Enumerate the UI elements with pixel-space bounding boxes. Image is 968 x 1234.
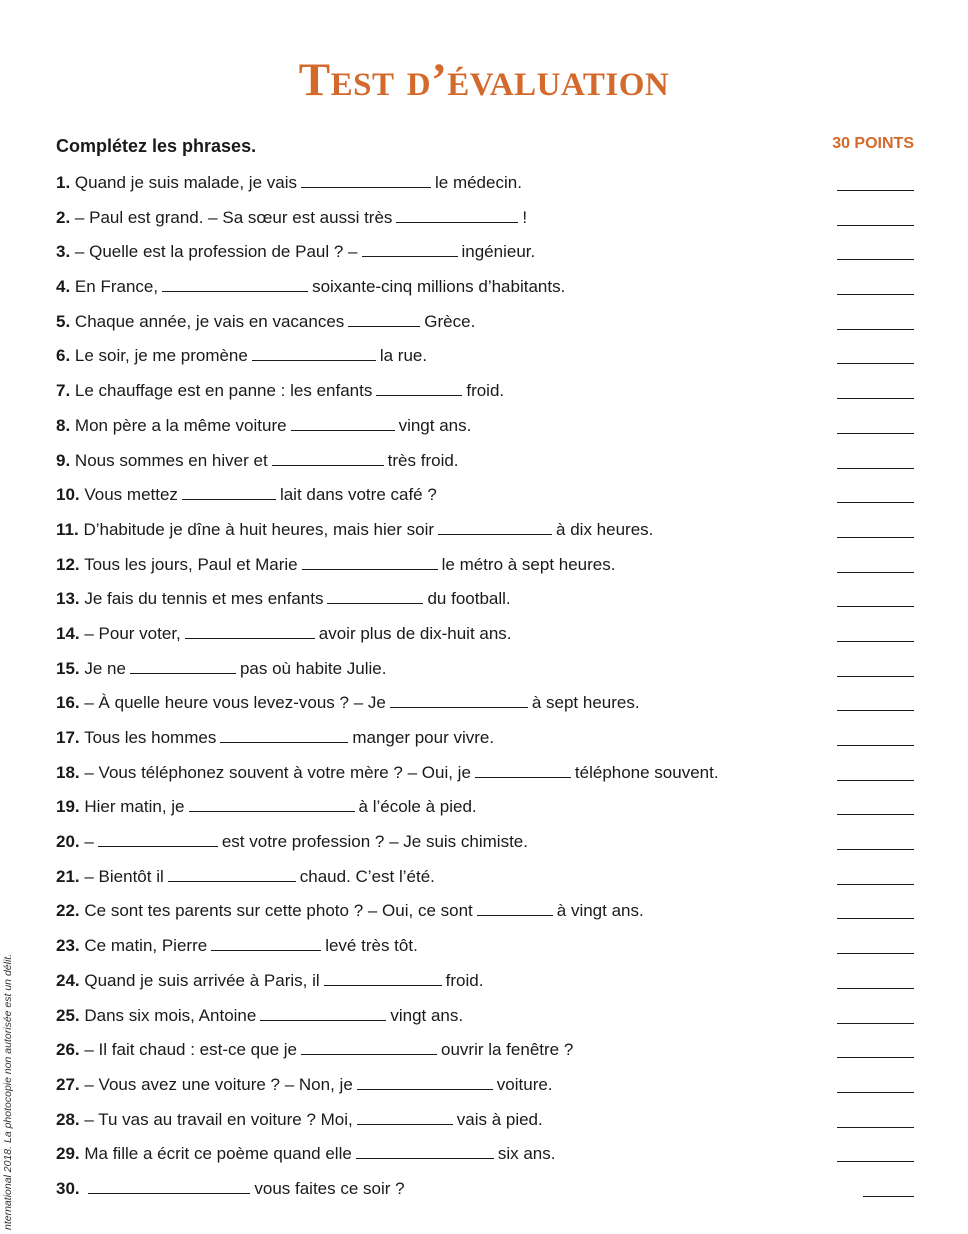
question-text-before: En France, bbox=[74, 277, 159, 297]
score-line[interactable] bbox=[837, 329, 914, 330]
question-26 bbox=[56, 1037, 914, 1072]
question-list bbox=[56, 170, 914, 1211]
score-line[interactable] bbox=[837, 1092, 914, 1093]
question-number: 6. bbox=[56, 346, 71, 366]
score-line[interactable] bbox=[837, 676, 914, 677]
score-line[interactable] bbox=[837, 953, 914, 954]
score-line[interactable] bbox=[837, 745, 914, 746]
answer-blank[interactable] bbox=[130, 657, 236, 674]
answer-blank[interactable] bbox=[348, 310, 420, 327]
score-line[interactable] bbox=[837, 849, 914, 850]
question-text-before: Tous les hommes bbox=[84, 728, 217, 747]
question-text-before: Hier matin, je bbox=[84, 797, 185, 817]
question-text-after: ingénieur. bbox=[461, 242, 536, 262]
answer-blank[interactable] bbox=[357, 1108, 453, 1125]
instruction-heading: Complétez les phrases. bbox=[56, 136, 257, 156]
question-text-after: chaud. C’est l’été. bbox=[299, 866, 435, 886]
question-text-before: Vous mettez bbox=[84, 485, 178, 505]
question-5 bbox=[56, 309, 914, 344]
question-text-after: froid. bbox=[466, 381, 505, 401]
score-line[interactable] bbox=[837, 814, 914, 815]
question-text-before: Quand je suis arrivée à Paris, il bbox=[84, 970, 320, 990]
score-line[interactable] bbox=[837, 294, 914, 295]
question-text-before: Nous sommes en hiver et bbox=[74, 450, 268, 470]
answer-blank[interactable] bbox=[168, 865, 296, 882]
question-21 bbox=[56, 864, 914, 899]
answer-blank[interactable] bbox=[98, 830, 218, 847]
score-line[interactable] bbox=[837, 1023, 914, 1024]
question-text-after: très froid. bbox=[387, 450, 459, 470]
score-line[interactable] bbox=[837, 572, 914, 573]
question-number: 15. bbox=[56, 658, 80, 678]
question-15 bbox=[56, 656, 914, 691]
answer-blank[interactable] bbox=[324, 969, 442, 986]
question-text-after: est votre profession ? – Je suis chimiste. bbox=[221, 832, 528, 852]
question-number: 30. bbox=[56, 1178, 80, 1198]
question-7 bbox=[56, 378, 914, 413]
score-line[interactable] bbox=[837, 884, 914, 885]
question-23 bbox=[56, 933, 914, 968]
page-title: Test d’évaluation bbox=[298, 54, 670, 106]
question-8 bbox=[56, 413, 914, 448]
question-text-after: ouvrir la fenêtre ? bbox=[441, 1040, 574, 1060]
question-text-before: D’habitude je dîne à huit heures, mais hier soir bbox=[83, 519, 435, 539]
score-line[interactable] bbox=[837, 918, 914, 919]
question-number: 23. bbox=[56, 936, 80, 956]
question-text-before: – Tu vas au travail en voiture ? Moi, bbox=[84, 1109, 353, 1129]
question-text-before: Je ne bbox=[84, 658, 126, 678]
score-line[interactable] bbox=[837, 988, 914, 989]
question-text-before: – Paul est grand. – Sa sœur est aussi très bbox=[74, 207, 393, 227]
question-13 bbox=[56, 586, 914, 621]
question-text-after: à sept heures. bbox=[531, 693, 640, 713]
question-text-before: – Vous téléphonez souvent à votre mère ? – Oui, je bbox=[84, 762, 471, 782]
question-6 bbox=[56, 343, 914, 378]
question-text-after: six ans. bbox=[497, 1144, 556, 1164]
question-text-before: – bbox=[84, 832, 94, 852]
points-total: 30 POINTS bbox=[832, 135, 914, 152]
question-24 bbox=[56, 968, 914, 1003]
answer-blank[interactable] bbox=[185, 622, 315, 639]
question-text-before: Chaque année, je vais en vacances bbox=[74, 311, 345, 331]
question-text-after: pas où habite Julie. bbox=[239, 658, 387, 678]
question-25 bbox=[56, 1003, 914, 1038]
answer-blank[interactable] bbox=[438, 518, 552, 535]
answer-blank[interactable] bbox=[260, 1004, 386, 1021]
question-2 bbox=[56, 205, 914, 240]
question-18 bbox=[56, 760, 914, 795]
question-14 bbox=[56, 621, 914, 656]
question-number: 17. bbox=[56, 728, 80, 747]
question-12 bbox=[56, 552, 914, 587]
score-line[interactable] bbox=[837, 606, 914, 607]
answer-blank[interactable] bbox=[211, 934, 321, 951]
answer-blank[interactable] bbox=[356, 1142, 494, 1159]
question-number: 21. bbox=[56, 866, 80, 886]
question-11 bbox=[56, 517, 914, 552]
question-9 bbox=[56, 448, 914, 483]
question-text-after: la rue. bbox=[379, 346, 428, 366]
question-22 bbox=[56, 898, 914, 933]
question-1 bbox=[56, 170, 914, 205]
answer-blank[interactable] bbox=[376, 379, 462, 396]
question-text-before: – Il fait chaud : est-ce que je bbox=[84, 1040, 297, 1060]
question-text-before: Ma fille a écrit ce poème quand elle bbox=[84, 1144, 352, 1164]
question-number: 9. bbox=[56, 450, 71, 470]
score-line[interactable] bbox=[837, 1127, 914, 1128]
question-number: 27. bbox=[56, 1074, 80, 1094]
question-text-after: voiture. bbox=[496, 1074, 553, 1094]
answer-blank[interactable] bbox=[396, 206, 518, 223]
question-text-before: – Bientôt il bbox=[84, 866, 164, 886]
question-number: 26. bbox=[56, 1040, 80, 1060]
score-line[interactable] bbox=[863, 1196, 914, 1197]
score-line[interactable] bbox=[837, 363, 914, 364]
score-line[interactable] bbox=[837, 468, 914, 469]
question-number: 22. bbox=[56, 901, 80, 921]
question-text-before: Ce sont tes parents sur cette photo ? – Oui, ce sont bbox=[84, 901, 473, 921]
copyright-notice: nternational 2018. La photocopie non autorisée est un délit. bbox=[2, 953, 14, 1230]
question-text-before: Mon père a la même voiture bbox=[74, 415, 287, 435]
question-text-before: Le chauffage est en panne : les enfants bbox=[74, 381, 373, 401]
question-29 bbox=[56, 1141, 914, 1176]
question-text-before: Le soir, je me promène bbox=[74, 346, 248, 366]
answer-blank[interactable] bbox=[302, 553, 438, 570]
score-line[interactable] bbox=[837, 502, 914, 503]
question-19 bbox=[56, 794, 914, 829]
answer-blank[interactable] bbox=[477, 899, 553, 916]
question-text-before: Dans six mois, Antoine bbox=[84, 1005, 257, 1025]
question-16 bbox=[56, 690, 914, 725]
question-number: 4. bbox=[56, 277, 71, 297]
question-number: 1. bbox=[56, 173, 71, 192]
question-number: 20. bbox=[56, 832, 80, 852]
question-text-after: avoir plus de dix-huit ans. bbox=[318, 623, 512, 643]
question-28 bbox=[56, 1107, 914, 1142]
answer-blank[interactable] bbox=[252, 344, 376, 361]
question-10 bbox=[56, 482, 914, 517]
score-line[interactable] bbox=[837, 710, 914, 711]
answer-blank[interactable] bbox=[182, 483, 276, 500]
score-line[interactable] bbox=[837, 259, 914, 260]
question-text-before: Tous les jours, Paul et Marie bbox=[84, 554, 298, 574]
question-text-before: – À quelle heure vous levez-vous ? – Je bbox=[84, 693, 386, 713]
question-text-after: du football. bbox=[427, 589, 511, 609]
question-text-after: Grèce. bbox=[424, 311, 476, 331]
answer-blank[interactable] bbox=[272, 449, 384, 466]
question-text-before: – Vous avez une voiture ? – Non, je bbox=[84, 1074, 353, 1094]
score-line[interactable] bbox=[837, 537, 914, 538]
question-4 bbox=[56, 274, 914, 309]
question-number: 13. bbox=[56, 589, 80, 609]
question-text-after: vingt ans. bbox=[390, 1005, 464, 1025]
score-line[interactable] bbox=[837, 433, 914, 434]
question-text-before: Je fais du tennis et mes enfants bbox=[84, 589, 324, 609]
question-number: 8. bbox=[56, 415, 71, 435]
score-line[interactable] bbox=[837, 1161, 914, 1162]
answer-blank[interactable] bbox=[88, 1177, 250, 1194]
score-line[interactable] bbox=[837, 225, 914, 226]
question-text-before: – Quelle est la profession de Paul ? – bbox=[74, 242, 358, 262]
answer-blank[interactable] bbox=[357, 1073, 493, 1090]
question-text-after: à dix heures. bbox=[556, 519, 654, 539]
answer-blank[interactable] bbox=[362, 240, 458, 257]
score-line[interactable] bbox=[837, 190, 914, 191]
question-number: 2. bbox=[56, 207, 71, 227]
question-number: 24. bbox=[56, 970, 80, 990]
score-line[interactable] bbox=[837, 641, 914, 642]
answer-blank[interactable] bbox=[291, 414, 395, 431]
question-text-after: froid. bbox=[445, 970, 484, 990]
question-number: 19. bbox=[56, 797, 80, 817]
question-text-after: le médecin. bbox=[434, 173, 522, 192]
answer-blank[interactable] bbox=[475, 761, 571, 778]
question-text-after: ! bbox=[522, 207, 528, 227]
answer-blank[interactable] bbox=[327, 587, 423, 604]
question-text-after: vingt ans. bbox=[398, 415, 472, 435]
question-number: 28. bbox=[56, 1109, 80, 1129]
answer-blank[interactable] bbox=[220, 726, 348, 743]
question-number: 5. bbox=[56, 311, 71, 331]
question-text-after: à l’école à pied. bbox=[358, 797, 477, 817]
question-text-after: soixante-cinq millions d’habitants. bbox=[312, 277, 566, 297]
question-27 bbox=[56, 1072, 914, 1107]
answer-blank[interactable] bbox=[189, 795, 355, 812]
question-text-before: – Pour voter, bbox=[84, 623, 181, 643]
answer-blank[interactable] bbox=[390, 691, 528, 708]
question-number: 7. bbox=[56, 381, 71, 401]
question-text-after: levé très tôt. bbox=[325, 936, 418, 956]
answer-blank[interactable] bbox=[301, 171, 431, 188]
question-3 bbox=[56, 239, 914, 274]
question-text-after: vais à pied. bbox=[456, 1109, 543, 1129]
score-line[interactable] bbox=[837, 398, 914, 399]
question-17 bbox=[56, 725, 914, 760]
answer-blank[interactable] bbox=[162, 275, 308, 292]
question-number: 3. bbox=[56, 242, 71, 262]
question-30 bbox=[56, 1176, 914, 1211]
question-number: 12. bbox=[56, 554, 80, 574]
score-line[interactable] bbox=[837, 1057, 914, 1058]
question-text-after: le métro à sept heures. bbox=[441, 554, 616, 574]
question-number: 25. bbox=[56, 1005, 80, 1025]
question-number: 14. bbox=[56, 623, 80, 643]
question-number: 16. bbox=[56, 693, 80, 713]
question-number: 10. bbox=[56, 485, 80, 505]
question-text-before: Quand je suis malade, je vais bbox=[74, 173, 297, 192]
question-number: 18. bbox=[56, 762, 80, 782]
question-text-after: à vingt ans. bbox=[556, 901, 644, 921]
question-number: 29. bbox=[56, 1144, 80, 1164]
question-text-after: vous faites ce soir ? bbox=[254, 1178, 405, 1198]
answer-blank[interactable] bbox=[301, 1038, 437, 1055]
question-text-after: manger pour vivre. bbox=[352, 728, 495, 747]
score-line[interactable] bbox=[837, 780, 914, 781]
question-text-after: téléphone souvent. bbox=[574, 762, 719, 782]
question-text-after: lait dans votre café ? bbox=[279, 485, 437, 505]
question-text-before: Ce matin, Pierre bbox=[84, 936, 208, 956]
question-number: 11. bbox=[56, 519, 79, 539]
question-20 bbox=[56, 829, 914, 864]
